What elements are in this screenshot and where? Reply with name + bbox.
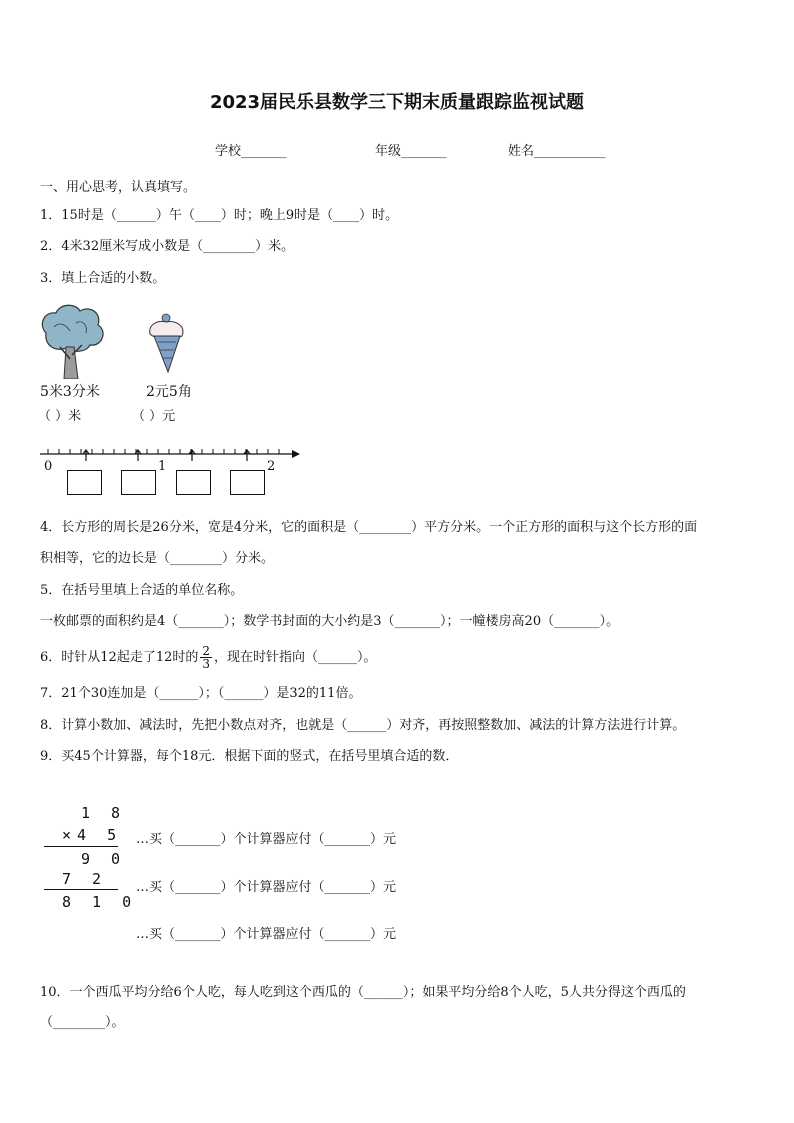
answer-box[interactable] <box>67 470 102 495</box>
question-5-detail: 一枚邮票的面积约是4（_______）；数学书封面的大小约是3（_______）；一幢楼房高20（_______）。 <box>40 614 620 629</box>
question-8: 8．计算小数加、减法时，先把小数点对齐，也就是（______）对齐，再按照整数加、减法的计算方法进行计算。 <box>40 718 686 733</box>
number-line-label-1: 1 <box>158 459 167 474</box>
school-field: 学校_______ <box>215 144 287 159</box>
question-2: 2．4米32厘米写成小数是（________）米。 <box>40 239 295 254</box>
question-3: 3．填上合适的小数。 <box>40 271 166 286</box>
question-6 <box>40 644 377 672</box>
vertical-divider <box>44 889 118 890</box>
icecream-answer-blank: （ ）元 <box>132 409 176 424</box>
section-heading: 一、用心思考，认真填写。 <box>40 180 197 195</box>
question-6-text-before: 6．时针从12起走了12时的 <box>40 650 199 665</box>
grade-field: 年级_______ <box>375 144 447 159</box>
name-field: 姓名___________ <box>508 144 606 159</box>
question-10-line-2: （________）。 <box>40 1015 125 1030</box>
fraction-denominator: 3 <box>202 657 210 671</box>
vertical-row-5: 8 1 0 <box>62 893 138 911</box>
fraction-numerator: 2 <box>202 644 210 658</box>
vertical-row-2: ×4 5 <box>62 826 123 844</box>
question-5: 5．在括号里填上合适的单位名称。 <box>40 583 244 598</box>
tree-illustration <box>36 303 108 379</box>
vertical-row-1: 1 8 <box>81 804 127 822</box>
question-1: 1．15时是（______）午（____）时；晚上9时是（____）时。 <box>40 208 399 223</box>
vertical-row-4: 7 2 <box>62 870 108 888</box>
question-4-line-2: 积相等，它的边长是（________）分米。 <box>40 551 275 566</box>
question-10-line-1: 10．一个西瓜平均分给6个人吃，每人吃到这个西瓜的（______）；如果平均分给8个人吃，5人共分得这个西瓜的 <box>40 985 686 1000</box>
question-4-line-1: 4．长方形的周长是26分米，宽是4分米，它的面积是（________）平方分米。一个正方形的面积与这个长方形的面 <box>40 520 698 535</box>
fraction-two-thirds <box>200 645 212 670</box>
question-6-text-after: ，现在时针指向（______）。 <box>214 650 377 665</box>
number-line-label-0: 0 <box>44 459 53 474</box>
number-line <box>38 447 300 461</box>
icecream-caption: 2元5角 <box>146 384 192 400</box>
q9-answer-line-1: …买（_______）个计算器应付（_______）元 <box>136 832 397 847</box>
answer-box[interactable] <box>230 470 265 495</box>
vertical-row-3: 9 0 <box>81 850 127 868</box>
number-line-label-2: 2 <box>267 459 276 474</box>
question-7: 7．21个30连加是（______）；（______）是32的11倍。 <box>40 686 362 701</box>
vertical-divider <box>44 846 118 847</box>
tree-answer-blank: （ ）米 <box>38 409 82 424</box>
answer-box[interactable] <box>176 470 211 495</box>
page-title: 2023届民乐县数学三下期末质量跟踪监视试题 <box>209 92 585 113</box>
q9-answer-line-2: …买（_______）个计算器应付（_______）元 <box>136 880 397 895</box>
tree-caption: 5米3分米 <box>40 384 100 400</box>
q9-answer-line-3: …买（_______）个计算器应付（_______）元 <box>136 927 397 942</box>
question-9: 9．买45个计算器，每个18元．根据下面的竖式，在括号里填合适的数． <box>40 749 459 764</box>
ice-cream-illustration <box>146 312 188 374</box>
answer-box[interactable] <box>121 470 156 495</box>
